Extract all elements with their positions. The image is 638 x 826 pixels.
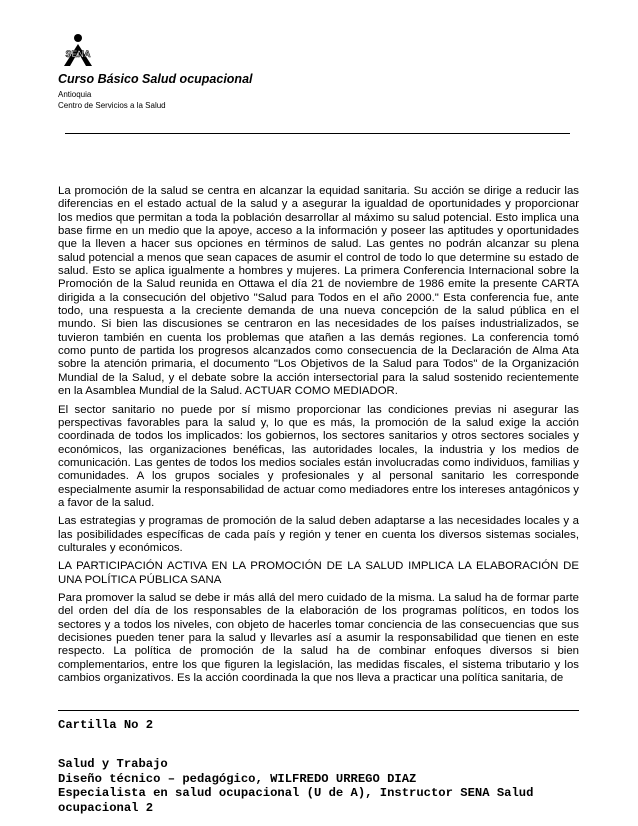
paragraph: Para promover la salud se debe ir más allá del mero cuidado de la misma. La salud ha de formar parte del orden del día de los responsables de la elaboración de los programas políticos, en todos los sectores y a todos los niveles, con objeto de hacerles tomar conciencia de las consecuencias que sus decisiones pueden tener para la salud y llevarles así a asumir la responsabilidad que tienen en este respecto. La política de promoción de la salud ha de combinar enfoques diversos si bien complementarios, entre los que figuren la legislación, las medidas fiscales, el sistema tributario y los cambios organizativos. Es la acción coordinada la que nos lleva a practicar una política sanitaria, de bbox=[58, 591, 579, 685]
footer-divider bbox=[58, 710, 579, 711]
paragraph: Las estrategias y programas de promoción de la salud deben adaptarse a las necesidades locales y a las posibilidades específicas de cada país y región y tener en cuenta los diversos sistemas sociales, culturales y económicos. bbox=[58, 515, 579, 554]
document-body bbox=[58, 185, 579, 690]
sena-logo bbox=[58, 32, 98, 68]
course-title: Curso Básico Salud ocupacional bbox=[58, 72, 253, 86]
footer-line: Diseño técnico – pedagógico, WILFREDO URREGO DIAZ bbox=[58, 771, 417, 786]
cartilla-label: Cartilla No 2 bbox=[58, 718, 154, 732]
center-label: Centro de Servicios a la Salud bbox=[58, 101, 166, 110]
footer-line: Especialista en salud ocupacional (U de A), Instructor SENA Salud bbox=[58, 786, 534, 800]
paragraph: La promoción de la salud se centra en alcanzar la equidad sanitaria. Su acción se dirige a reducir las diferencias en el estado actual de la salud y a asegurar la igualdad de oportunidades y proporcionar los medios que permitan a toda la población desarrollar al máximo su salud potencial. Esto implica una base firme en un medio que la apoye, acceso a la información y poseer las aptitudes y oportunidades que la lleven a hacer sus opciones en términos de salud. Las gentes no podrán alcanzar su plena salud potencial a menos que sean capaces de asumir el control de todo lo que determine su estado de salud. Esto se aplica igualmente a hombres y mujeres. La primera Conferencia Internacional sobre la Promoción de la Salud reunida en Ottawa el día 21 de noviembre de 1986 emite la presente CARTA dirigida a la consecución del objetivo "Salud para Todos en el año 2000." Esta conferencia fue, ante todo, una respuesta a la creciente demanda de una nueva concepción de la salud pública en el mundo. Si bien las discusiones se centraron en las necesidades de los países industrializados, se tuvieron también en cuenta los problemas que atañen a las demás regiones. La conferencia tomó como punto de partida los progresos alcanzados como consecuencia de la Declaración de Alma Ata sobre la atención primaria, el documento "Los Objetivos de la Salud para Todos" de la Organización Mundial de la Salud, y el debate sobre la acción intersectorial para la salud sostenido recientemente en la Asamblea Mundial de la Salud. ACTUAR COMO MEDIADOR. bbox=[58, 185, 579, 398]
logo-text: SENA bbox=[65, 49, 91, 59]
section-heading: LA PARTICIPACIÓN ACTIVA EN LA PROMOCIÓN DE LA SALUD IMPLICA LA ELABORACIÓN DE UNA POLÍTICA PÚBLICA SANA bbox=[58, 560, 579, 586]
footer-credits bbox=[58, 757, 533, 815]
paragraph: El sector sanitario no puede por sí mismo proporcionar las condiciones previas ni asegurar las perspectivas favorables para la salud y, lo que es más, la promoción de la salud exige la acción coordinada de todos los implicados: los gobiernos, los sectores sanitarios y otros sectores sociales y económicos, las organizaciones benéficas, las autoridades locales, la industria y los medios de comunicación. Las gentes de todos los medios sociales están involucradas como individuos, familias y comunidades. A los grupos sociales y profesionales y al personal sanitario les corresponde especialmente asumir la responsabilidad de actuar como mediadores entre los intereses antagónicos y a favor de la salud. bbox=[58, 403, 579, 509]
region-label: Antioquia bbox=[58, 90, 92, 99]
footer-line: Salud y Trabajo bbox=[58, 757, 168, 771]
footer-line: ocupacional 2 bbox=[58, 800, 154, 815]
header-divider bbox=[65, 133, 570, 134]
